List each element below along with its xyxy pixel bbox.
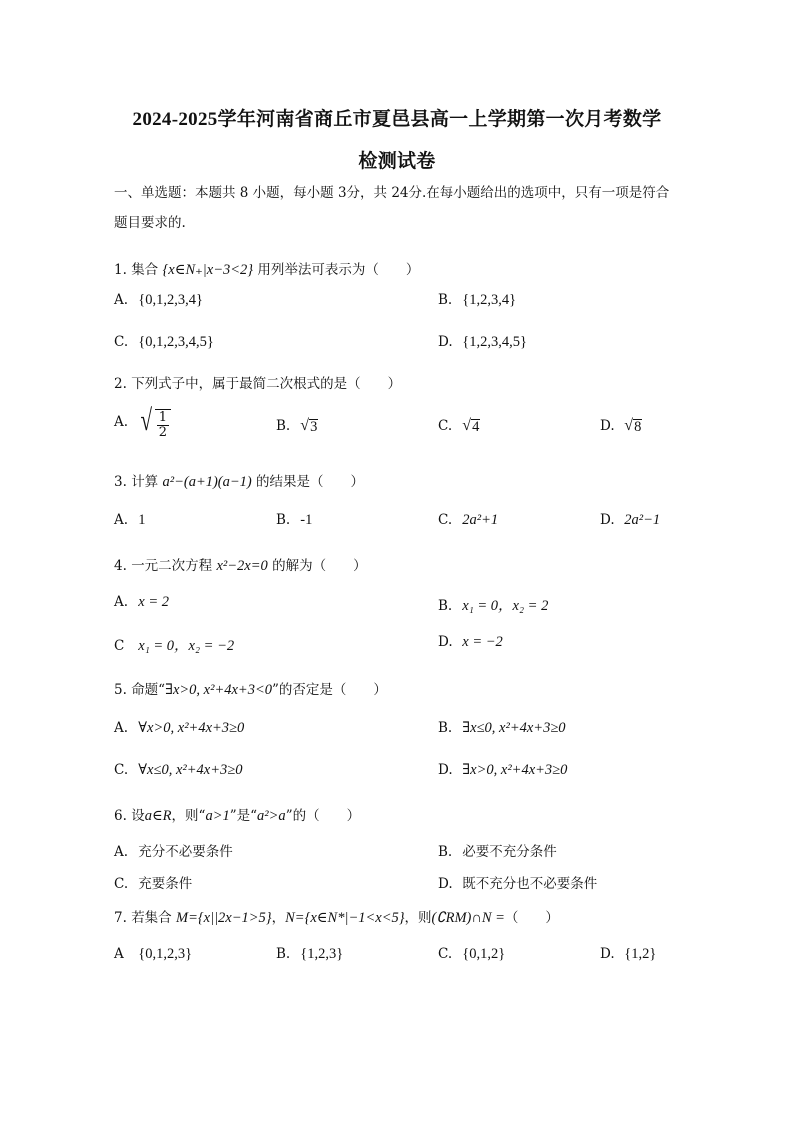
option-text: x = −2 [462,634,503,650]
option-label: C. [438,418,453,434]
option-label: C [114,638,125,654]
page-title: 2024-2025学年河南省商丘市夏邑县高一上学期第一次月考数学 [132,109,662,130]
radical-sign-icon: √ [300,417,310,434]
option-c[interactable] [114,872,192,892]
option-d[interactable] [438,334,527,351]
option-text: {0,1,2,3,4} [138,292,203,308]
option-c[interactable] [438,418,480,436]
option-text: ∃x≤0, x²+4x+3≥0 [462,720,566,736]
question-stem-text: ”的（ ） [285,808,361,824]
option-label: B. [438,720,453,736]
sqrt-expression [624,418,642,436]
option-d[interactable] [600,418,642,436]
option-text: -1 [300,512,313,528]
option-label: B. [276,512,291,528]
option-text: x = 2 [138,594,170,610]
option-b[interactable] [276,512,312,529]
question-number: 5. [114,682,127,698]
question-stem-text: 下列式子中，属于最简二次根式的是（ ） [131,376,402,392]
question-number: 3. [114,474,127,490]
question-number: 2. [114,376,127,392]
option-label: A. [114,414,129,431]
fraction [157,411,169,439]
option-text: {0,1,2,3} [138,946,193,962]
question-number: 6. [114,808,127,824]
section-heading: 一、单选题：本题共 8 小题，每小题 3分，共 24分.在每小题给出的选项中，只有一项是符合题目要求的. [114,185,670,231]
option-a[interactable] [114,840,233,860]
question-stem-text: 一元二次方程 [131,558,213,574]
option-text: {1,2,3} [300,946,344,962]
option-d[interactable] [600,512,660,529]
option-label: C. [114,762,129,778]
option-text: {1,2,3,4,5} [462,334,527,350]
question-stem-text: （ ） [504,910,559,926]
option-c[interactable] [114,334,214,351]
option-label: B. [438,844,453,860]
option-label: C. [438,946,453,962]
option-label: A. [114,594,129,610]
question-math: x²−2x=0 [216,558,268,574]
question-stem-text: 设 [131,808,145,824]
option-text: 2a²+1 [462,512,499,528]
question-math: a>1 [205,808,230,824]
option-a[interactable] [114,512,146,529]
option-a[interactable] [114,720,244,737]
option-a[interactable] [114,406,171,439]
option-text: 必要不充分条件 [462,844,557,860]
question-6 [114,804,360,825]
question-number: 1. [114,262,127,278]
option-b[interactable] [438,292,516,309]
question-stem-text: ，则 [404,910,432,926]
option-label: A [114,946,124,962]
sqrt-radicand: 8 [634,419,642,435]
option-d[interactable] [438,872,597,892]
option-text: ∃x>0, x²+4x+3≥0 [462,762,568,778]
sqrt-fraction [138,406,171,439]
question-math: ∃x>0, x²+4x+3<0 [165,682,273,698]
question-7 [114,906,559,927]
question-math: {x∈N₊|x−3<2} [162,262,254,278]
option-d[interactable] [438,634,503,651]
question-stem-text: ”是“ [229,808,258,824]
option-c[interactable] [438,512,498,529]
question-1 [114,258,419,279]
question-stem-text: ”的否定是（ ） [272,682,387,698]
option-label: D. [438,876,453,892]
sqrt-expression [300,418,318,436]
question-math: a∈R [144,808,172,824]
option-label: D. [438,634,453,650]
radical-sign-icon: √ [140,404,153,437]
option-text: ∀x>0, x²+4x+3≥0 [138,720,245,736]
option-label: C. [114,876,129,892]
question-stem-text: 的结果是（ ） [256,474,365,490]
question-math: (∁RM)∩N = [431,910,505,926]
option-text: 1 [138,512,146,528]
question-number: 7. [114,910,127,926]
question-stem-text: 命题“ [131,682,166,698]
question-stem-text: 用列举法可表示为（ ） [257,262,420,278]
sqrt-radicand: 3 [310,419,318,435]
question-3 [114,470,364,491]
option-a[interactable] [114,946,192,963]
option-b[interactable] [438,594,548,615]
option-label: A. [114,512,129,528]
option-label: D. [600,512,615,528]
radical-sign-icon: √ [624,417,634,434]
fraction-numerator: 1 [158,410,168,425]
option-a[interactable] [114,292,203,309]
radical-sign-icon: √ [462,417,472,434]
option-label: A. [114,844,129,860]
option-text: 既不充分也不必要条件 [462,876,598,892]
option-text: 2a²−1 [624,512,661,528]
option-d[interactable] [600,946,656,963]
question-math: N={x∈N*|−1<x<5} [285,910,405,926]
question-5 [114,678,387,699]
question-stem-text: 集合 [131,262,159,278]
question-math: M={x||2x−1>5} [175,910,272,926]
question-stem-text: 若集合 [131,910,172,926]
option-label: B. [276,946,291,962]
option-label: B. [276,418,291,434]
option-label: A. [114,292,129,308]
option-label: D. [600,946,615,962]
question-math: a²−(a+1)(a−1) [162,474,252,490]
option-d[interactable] [438,762,567,779]
option-text: 充分不必要条件 [138,844,233,860]
option-text: ∀x≤0, x²+4x+3≥0 [138,762,243,778]
sqrt-expression [462,418,480,436]
option-a[interactable] [114,594,169,611]
sqrt-radicand: 4 [472,419,480,435]
page-title-line2: 检测试卷 [358,151,436,172]
option-label: D. [600,418,615,434]
option-b[interactable] [276,418,318,436]
question-stem-text: ， [271,910,286,926]
option-b[interactable] [438,840,557,860]
question-4 [114,554,367,575]
option-c[interactable] [114,762,242,779]
option-label: B. [438,292,453,308]
option-b[interactable] [276,946,343,963]
question-stem-text: 计算 [131,474,159,490]
option-c[interactable] [114,634,234,655]
option-label: D. [438,762,453,778]
option-text: {0,1,2,3,4,5} [138,334,214,350]
question-number: 4. [114,558,127,574]
option-text: {1,2,3,4} [462,292,517,308]
option-text: x₁ = 0，x₂ = −2 [138,638,235,654]
option-text: 充要条件 [138,876,193,892]
option-label: D. [438,334,453,350]
option-text: x₁ = 0，x₂ = 2 [462,598,549,614]
question-math: a²>a [257,808,286,824]
option-label: C. [114,334,129,350]
fraction-denominator: 2 [158,424,168,440]
option-c[interactable] [438,946,505,963]
option-text: {0,1,2} [462,946,506,962]
question-stem-text: ，则“ [171,808,206,824]
option-b[interactable] [438,720,566,737]
option-text: {1,2} [624,946,657,962]
question-2 [114,372,401,392]
option-label: C. [438,512,453,528]
question-stem-text: 的解为（ ） [272,558,367,574]
option-label: A. [114,720,129,736]
option-label: B. [438,598,453,614]
